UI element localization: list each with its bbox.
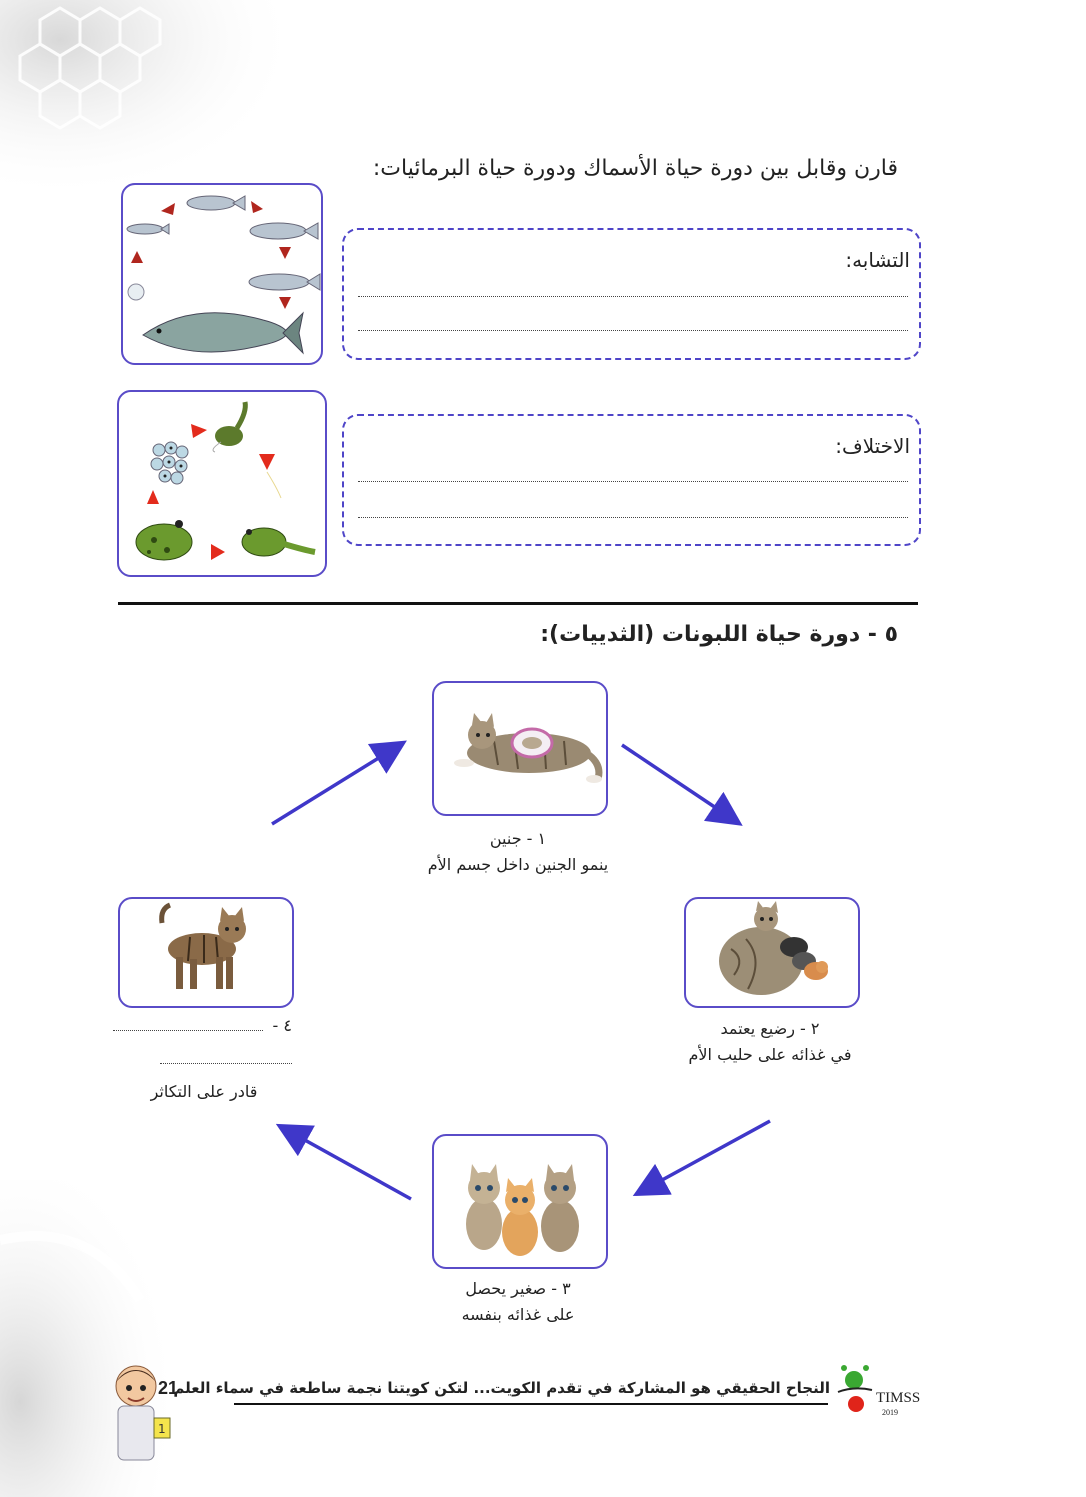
stage-3-line2: على غذائه بنفسه xyxy=(461,1305,575,1324)
timss-logo xyxy=(832,1362,932,1422)
svg-text:1: 1 xyxy=(158,1422,166,1436)
fish-cycle-icon xyxy=(123,185,321,363)
stage-1-line2: ينمو الجنين داخل جسم الأم xyxy=(427,855,609,874)
stage-4-blank-2[interactable] xyxy=(160,1063,292,1064)
timss-logo-year: 2019 xyxy=(882,1408,898,1417)
difference-line-2[interactable] xyxy=(358,517,908,518)
stage-3-line1: ٣ - صغير يحصل xyxy=(465,1279,571,1298)
frog-cycle-icon xyxy=(119,392,325,575)
difference-label: الاختلاف: xyxy=(835,434,910,458)
stage-4-line2: قادر على التكاثر xyxy=(150,1082,258,1101)
timss-logo-text: TIMSS xyxy=(876,1390,921,1406)
similarity-line-1[interactable] xyxy=(358,296,908,297)
mascot xyxy=(108,1360,178,1465)
stage-3-caption xyxy=(390,1276,646,1328)
section-divider xyxy=(118,602,918,605)
mascot-icon xyxy=(108,1360,178,1465)
stage-2-image xyxy=(684,897,860,1008)
footer-underline xyxy=(234,1403,828,1405)
arrow-1-to-2 xyxy=(622,745,734,820)
arrow-4-to-1 xyxy=(272,746,398,824)
stage-2-line1: ٢ - رضيع يعتمد xyxy=(720,1019,820,1038)
stage-1-image xyxy=(432,681,608,816)
stage-4-blank-1[interactable] xyxy=(113,1030,263,1031)
stage-2-caption xyxy=(650,1016,890,1068)
footer-slogan: النجاح الحقيقي هو المشاركة في تقدم الكويت... لتكن كويتنا نجمة ساطعة في سماء العلم xyxy=(173,1379,830,1397)
hex-pattern-decoration xyxy=(0,0,300,200)
similarity-label: التشابه: xyxy=(845,248,910,272)
page-number: 21 xyxy=(158,1378,179,1398)
stage-1-line1: ١ - جنين xyxy=(489,829,547,848)
difference-line-1[interactable] xyxy=(358,481,908,482)
stage-1-caption xyxy=(390,826,646,878)
cat-nursing-icon xyxy=(686,899,858,1006)
arrow-2-to-3 xyxy=(642,1121,770,1191)
question-prompt: قارن وقابل بين دورة حياة الأسماك ودورة حياة البرمائيات: xyxy=(372,156,898,181)
frog-life-cycle-image xyxy=(117,390,327,577)
stage-4-image xyxy=(118,897,294,1008)
stage-2-line2: في غذائه على حليب الأم xyxy=(688,1045,852,1064)
adult-cat-icon xyxy=(120,899,292,1006)
stage-4-caption xyxy=(116,1016,292,1101)
section-title: ٥ - دورة حياة اللبونات (الثدييات): xyxy=(540,622,898,647)
stage-3-image xyxy=(432,1134,608,1269)
kittens-icon xyxy=(434,1136,606,1267)
cat-pregnant-icon xyxy=(434,683,606,814)
stage-4-line1: ٤ - xyxy=(272,1016,292,1035)
fish-life-cycle-image xyxy=(121,183,323,365)
similarity-line-2[interactable] xyxy=(358,330,908,331)
arrow-3-to-4 xyxy=(285,1129,411,1199)
